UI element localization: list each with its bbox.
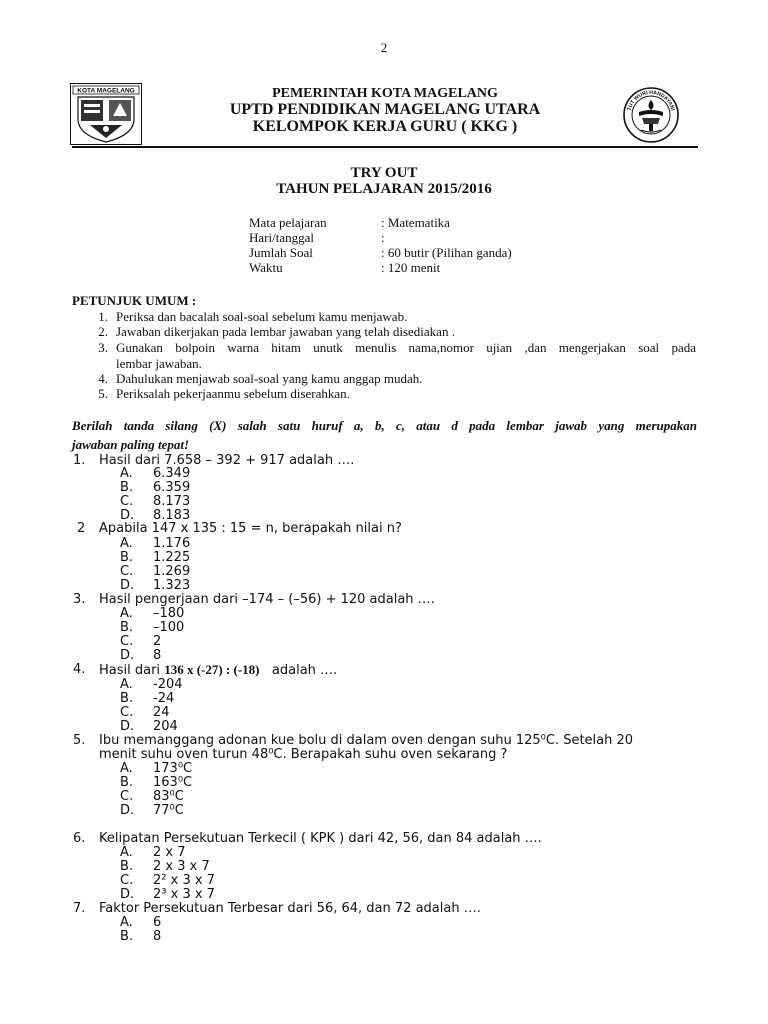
- question-number: 5.: [73, 733, 86, 748]
- question-text-continued: menit suhu oven turun 48⁰C. Berapakah suhu oven sekarang ?: [99, 747, 508, 762]
- logo-motto-text: TUT WURI HANDAYANI: [626, 89, 676, 112]
- instructions-heading: PETUNJUK UMUM :: [72, 293, 197, 308]
- math-expression: 136 x (-27) : (-18): [164, 662, 260, 677]
- crest-banner-text: KOTA MAGELANG: [77, 87, 135, 95]
- question-text: Kelipatan Persekutuan Terkecil ( KPK ) dari 42, 56, dan 84 adalah ….: [99, 831, 542, 846]
- header-government: PEMERINTAH KOTA MAGELANG: [272, 86, 498, 101]
- question-text: [99, 662, 337, 678]
- instruction-text: Jawaban dikerjakan pada lembar jawaban yang telah disediakan .: [116, 324, 455, 339]
- info-label: Mata pelajaran: [249, 215, 327, 230]
- instruction-number: 1.: [98, 309, 108, 324]
- question-text: Apabila 147 x 135 : 15 = n, berapakah nilai n?: [99, 521, 402, 536]
- question-number: 4.: [73, 662, 86, 677]
- instruction-number: 5.: [98, 386, 108, 401]
- info-value: : 60 butir (Pilihan ganda): [381, 245, 512, 260]
- kota-magelang-crest-logo: [70, 83, 142, 145]
- instruction-number: 3.: [98, 340, 108, 355]
- info-value: : Matematika: [381, 215, 450, 230]
- header-kkg: KELOMPOK KERJA GURU ( KKG ): [252, 118, 518, 135]
- info-label: Hari/tanggal: [249, 230, 314, 245]
- instruction-text: Gunakan bolpoin warna hitam unutk menulis nama,nomor ujian ,dan mengerjakan soal pada: [116, 340, 696, 355]
- question-text: Faktor Persekutuan Terbesar dari 56, 64, dan 72 adalah ….: [99, 901, 481, 916]
- page-number: 2: [380, 40, 388, 55]
- question-text-suffix: adalah ….: [271, 663, 338, 678]
- question-number: 6.: [73, 831, 86, 846]
- info-label: Waktu: [249, 260, 283, 275]
- directive-line-2: jawaban paling tepat!: [72, 437, 190, 452]
- instruction-text: Periksalah pekerjaanmu sebelum diserahkan.: [116, 386, 350, 401]
- question-number: 2: [77, 521, 86, 536]
- question-text-prefix: Hasil dari: [99, 663, 161, 678]
- question-number: 7.: [73, 901, 86, 916]
- instruction-text: Dahulukan menjawab soal-soal yang kamu anggap mudah.: [116, 371, 423, 386]
- info-value: :: [381, 230, 385, 245]
- question-text: Ibu memanggang adonan kue bolu di dalam oven dengan suhu 125⁰C. Setelah 20: [99, 733, 634, 748]
- document-subtitle: TAHUN PELAJARAN 2015/2016: [276, 181, 492, 197]
- question-text: Hasil pengerjaan dari –174 – (–56) + 120 adalah ….: [99, 592, 435, 607]
- instruction-number: 2.: [98, 324, 108, 339]
- question-number: 3.: [73, 592, 86, 607]
- header-divider: [72, 146, 698, 148]
- info-value: : 120 menit: [381, 260, 441, 275]
- info-label: Jumlah Soal: [249, 245, 313, 260]
- directive-line-1: Berilah tanda silang (X) salah satu huruf a, b, c, atau d pada lembar jawab yang merupakan: [72, 418, 697, 433]
- document-title: TRY OUT: [350, 165, 418, 181]
- header-uptd: UPTD PENDIDIKAN MAGELANG UTARA: [229, 101, 541, 118]
- instruction-text: Periksa dan bacalah soal-soal sebelum kamu menjawab.: [116, 309, 408, 324]
- answer-directive: [72, 416, 697, 454]
- instruction-text-continued: lembar jawaban.: [116, 356, 202, 371]
- question-text: Hasil dari 7.658 – 392 + 917 adalah ….: [99, 453, 355, 468]
- instruction-number: 4.: [98, 371, 108, 386]
- question-number: 1.: [73, 453, 86, 468]
- tut-wuri-handayani-logo: [622, 86, 680, 144]
